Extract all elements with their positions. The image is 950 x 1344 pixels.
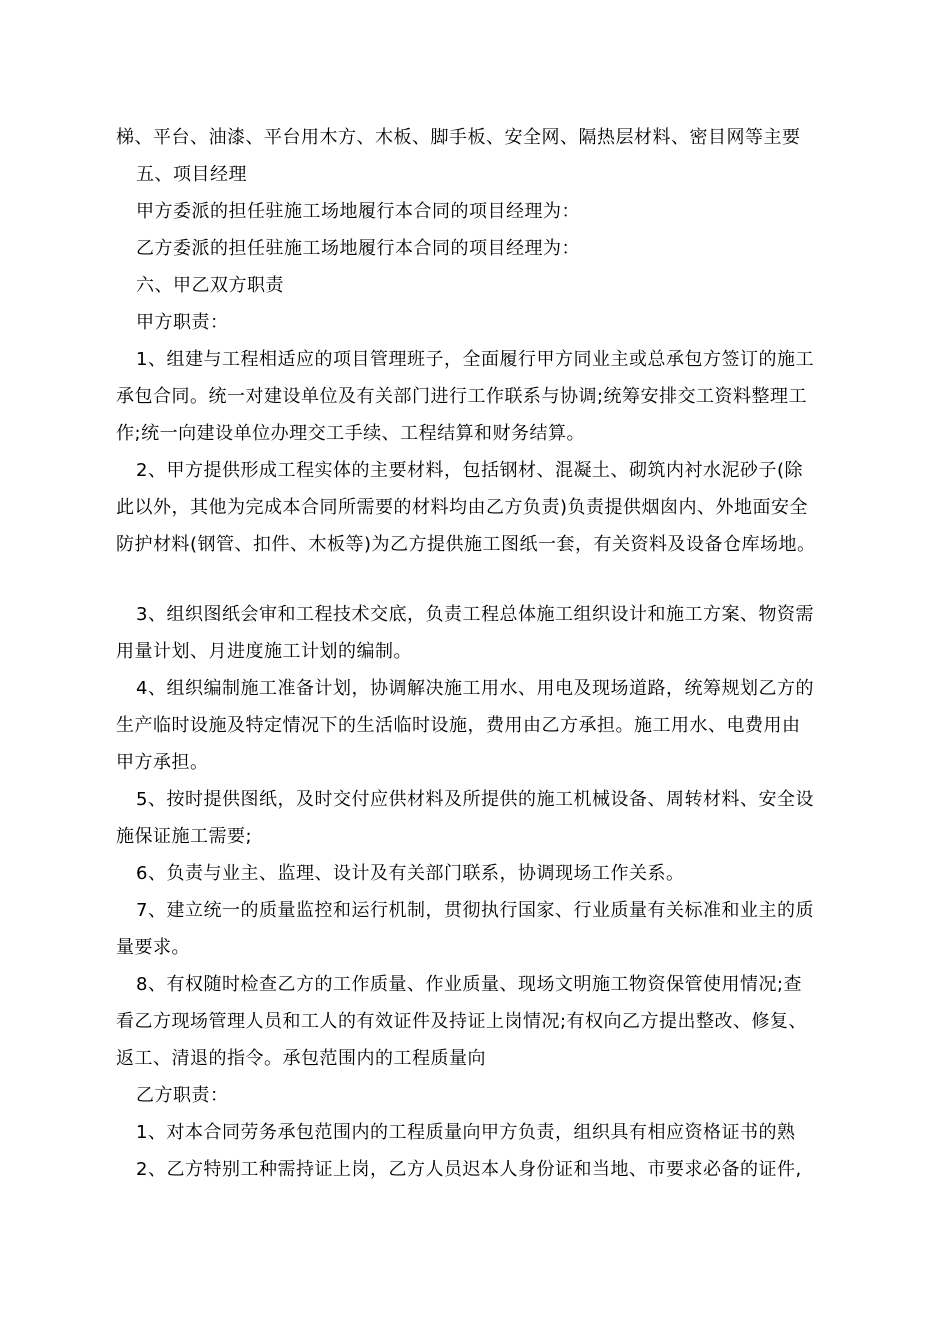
text-line: 1、对本合同劳务承包范围内的工程质量向甲方负责，组织具有相应资格证书的熟 [136, 1122, 796, 1143]
text-line: 5、按时提供图纸，及时交付应供材料及所提供的施工机械设备、周转材料、安全设 [136, 789, 814, 810]
text-line: 施保证施工需要; [116, 826, 253, 847]
text-line: 梯、平台、油漆、平台用木方、木板、脚手板、安全网、隔热层材料、密目网等主要 [116, 127, 801, 148]
text-line: 6、负责与业主、监理、设计及有关部门联系，协调现场工作关系。 [136, 863, 685, 884]
document-body [116, 119, 844, 1188]
text-line: 1、组建与工程相适应的项目管理班子，全面履行甲方同业主或总承包方签订的施工 [136, 349, 814, 370]
text-line: 用量计划、月进度施工计划的编制。 [116, 641, 412, 662]
text-line: 承包合同。统一对建设单位及有关部门进行工作联系与协调;统筹安排交工资料整理工 [116, 386, 808, 407]
text-line: 量要求。 [116, 937, 190, 958]
text-line: 作;统一向建设单位办理交工手续、工程结算和财务结算。 [116, 423, 586, 444]
blank-line [116, 563, 844, 596]
text-line: 甲方委派的担任驻施工场地履行本合同的项目经理为： [136, 201, 580, 222]
text-line: 甲方承担。 [116, 752, 209, 773]
text-line: 看乙方现场管理人员和工人的有效证件及持证上岗情况;有权向乙方提出整改、修复、 [116, 1011, 808, 1032]
text-line: 7、建立统一的质量监控和运行机制，贯彻执行国家、行业质量有关标准和业主的质 [136, 900, 814, 921]
text-line: 3、组织图纸会审和工程技术交底，负责工程总体施工组织设计和施工方案、物资需 [136, 604, 814, 625]
text-line: 8、有权随时检查乙方的工作质量、作业质量、现场文明施工物资保管使用情况;查 [136, 974, 803, 995]
text-line: 乙方委派的担任驻施工场地履行本合同的项目经理为： [136, 238, 580, 259]
text-line: 2、甲方提供形成工程实体的主要材料，包括钢材、混凝土、砌筑内衬水泥砂子(除 [136, 460, 803, 481]
text-line: 防护材料(钢管、扣件、木板等)为乙方提供施工图纸一套，有关资料及设备仓库场地。 [116, 534, 816, 555]
text-line: 六、甲乙双方职责 [136, 275, 284, 296]
text-line: 甲方职责： [136, 312, 229, 333]
text-line: 乙方职责： [136, 1085, 229, 1106]
text-line: 五、项目经理 [136, 164, 247, 185]
text-line: 生产临时设施及特定情况下的生活临时设施，费用由乙方承担。施工用水、电费用由 [116, 715, 801, 736]
text-line: 2、乙方特别工种需持证上岗，乙方人员迟本人身份证和当地、市要求必备的证件, [136, 1159, 802, 1180]
text-line: 返工、清退的指令。承包范围内的工程质量向 [116, 1048, 486, 1069]
text-line: 4、组织编制施工准备计划，协调解决施工用水、用电及现场道路，统筹规划乙方的 [136, 678, 814, 699]
text-line: 此以外，其他为完成本合同所需要的材料均由乙方负责)负责提供烟囱内、外地面安全 [116, 497, 809, 518]
